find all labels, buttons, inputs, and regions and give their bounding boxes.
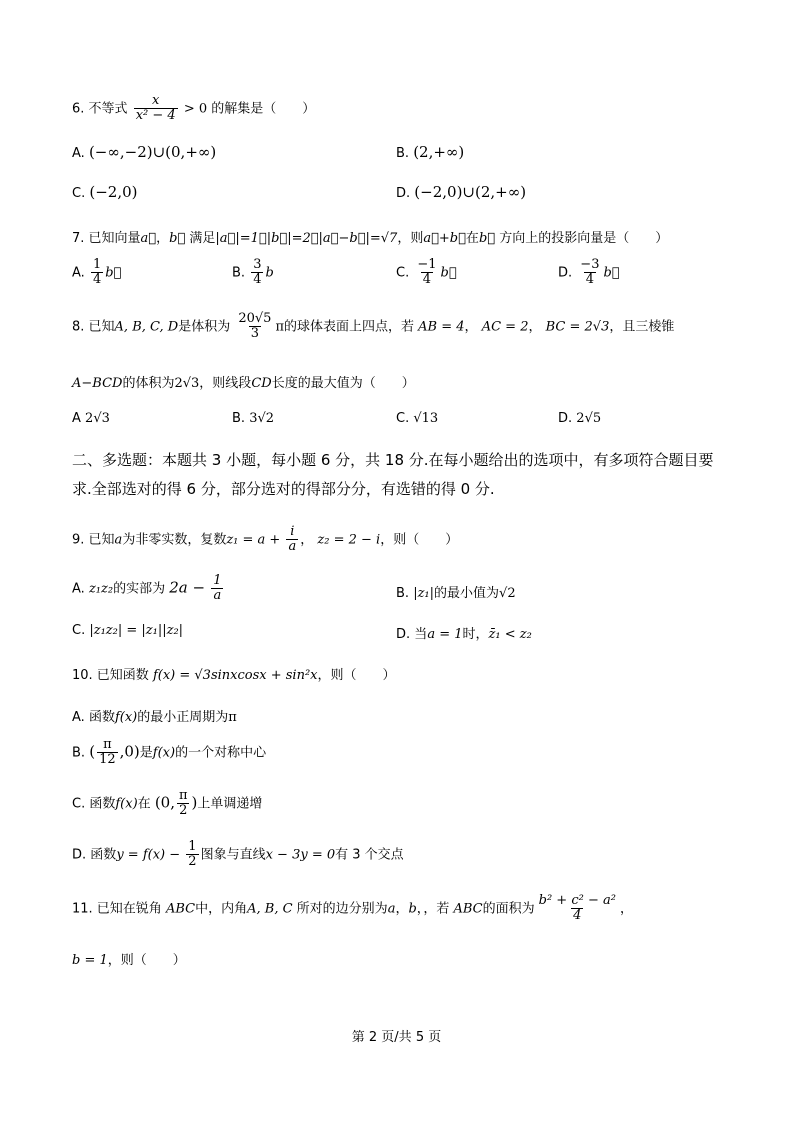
fraction: $\frac{3}{4}$ (253, 257, 262, 288)
fraction: $\frac{1}{2}$ (188, 839, 197, 870)
question-8-stem: 8. 已知A, B, C, D是体积为 $\frac{20√5}{3}$ π的球体表面上四点，若 AB = 4， AC = 2， BC = 2√3，且三棱锥 (72, 311, 675, 342)
question-8-option-c: C. √13 (396, 411, 439, 426)
question-7-option-b: B. $\frac{3}{4}$ b (232, 257, 274, 288)
question-9-option-a: A. z₁z₂的实部为 2a − $\frac{1}{a}$ (72, 573, 222, 604)
question-11-stem-line-2: b = 1，则（ ） (72, 953, 186, 968)
page-footer: 第 2 页/共 5 页 (351, 1030, 442, 1045)
question-9-option-c: C. |z₁z₂| = |z₁||z₂| (72, 623, 184, 638)
question-7-option-d: D. $\frac{-3}{4}$ b⃗ (558, 257, 620, 288)
fraction: $\frac{\pi}{2}$ (179, 788, 188, 819)
question-10-option-c: C. 函数f(x)在 (0, $\frac{\pi}{2}$ )上单调递增 (72, 788, 263, 819)
question-10-stem: 10. 已知函数 f(x) = √3sinxcosx + sin²x，则（ ） (72, 668, 396, 683)
question-7-stem: 7. 已知向量a⃗，b⃗ 满足|a⃗|=1，|b⃗|=2，|a⃗−b⃗|=√7，则a⃗+b⃗在b⃗ 方向上的投影向量是（ ） (72, 231, 669, 246)
question-8-option-d: D. 2√5 (558, 411, 602, 426)
fraction: $\frac{-1}{4}$ (417, 257, 437, 288)
question-9-stem: 9. 已知a为非零实数，复数z₁ = a + $\frac{i}{a}$ ， z₂ = 2 − i，则（ ） (72, 524, 459, 555)
question-9-option-b: B. |z₁|的最小值为√2 (396, 586, 516, 601)
section-2-instructions: 二、多选题：本题共 3 小题，每小题 6 分，共 18 分.在每小题给出的选项中，有多项符合题目要求.全部选对的得 6 分，部分选对的得部分分，有选错的得 0 分. (72, 451, 714, 498)
fraction: $\frac{\pi}{12}$ (99, 737, 116, 768)
question-7-option-c: C. $\frac{-1}{4}$ b⃗ (396, 257, 457, 288)
fraction: $\frac{1}{4}$ (92, 257, 102, 288)
question-8-option-b: B. 3√2 (232, 411, 275, 426)
fraction: $\frac{1}{a}$ (213, 573, 222, 604)
question-10-option-b: B. ( $\frac{\pi}{12}$ ,0)是f(x)的一个对称中心 (72, 737, 267, 768)
fraction: $\frac{20√5}{3}$ (238, 311, 272, 342)
question-6-stem: 6. 不等式 $\frac{x}{\text{x² − 4}}$ > 0 的解集是（ ） (72, 93, 316, 124)
question-8-stem-line-2: A−BCD的体积为2√3，则线段CD长度的最大值为（ ） (72, 376, 415, 391)
question-7-option-a: A. $\frac{1}{4}$ b⃗ (72, 257, 122, 288)
question-6-option-b: B. (2,+∞) (396, 143, 465, 161)
question-6-option-a: A. (−∞,−2)∪(0,+∞) (72, 143, 217, 161)
question-10-option-a: A. 函数f(x)的最小正周期为π (72, 710, 237, 725)
fraction: $\frac{x}{\text{x² − 4}}$ (135, 93, 176, 124)
question-9-option-d: D. 当a = 1时，z̄₁ < z₂ (396, 627, 532, 642)
question-8-option-a: A 2√3 (72, 411, 110, 426)
fraction: $\frac{\text{b² + c² − a²}}{4}$ (538, 893, 616, 924)
question-10-option-d: D. 函数y = f(x) − $\frac{1}{2}$ 图象与直线x − 3y = 0有 3 个交点 (72, 839, 404, 870)
question-11-stem: 11. 已知在锐角 ABC中，内角A, B, C 所对的边分别为a，b，，若 ABC的面积为 $\frac{\text{b² + c² − a²}}{4}$ ， (72, 893, 633, 924)
question-6-option-d: D. (−2,0)∪(2,+∞) (396, 183, 527, 201)
question-6-option-c: C. (−2,0) (72, 183, 138, 201)
fraction: $\frac{i}{a}$ (288, 524, 297, 555)
fraction: $\frac{-3}{4}$ (580, 257, 600, 288)
